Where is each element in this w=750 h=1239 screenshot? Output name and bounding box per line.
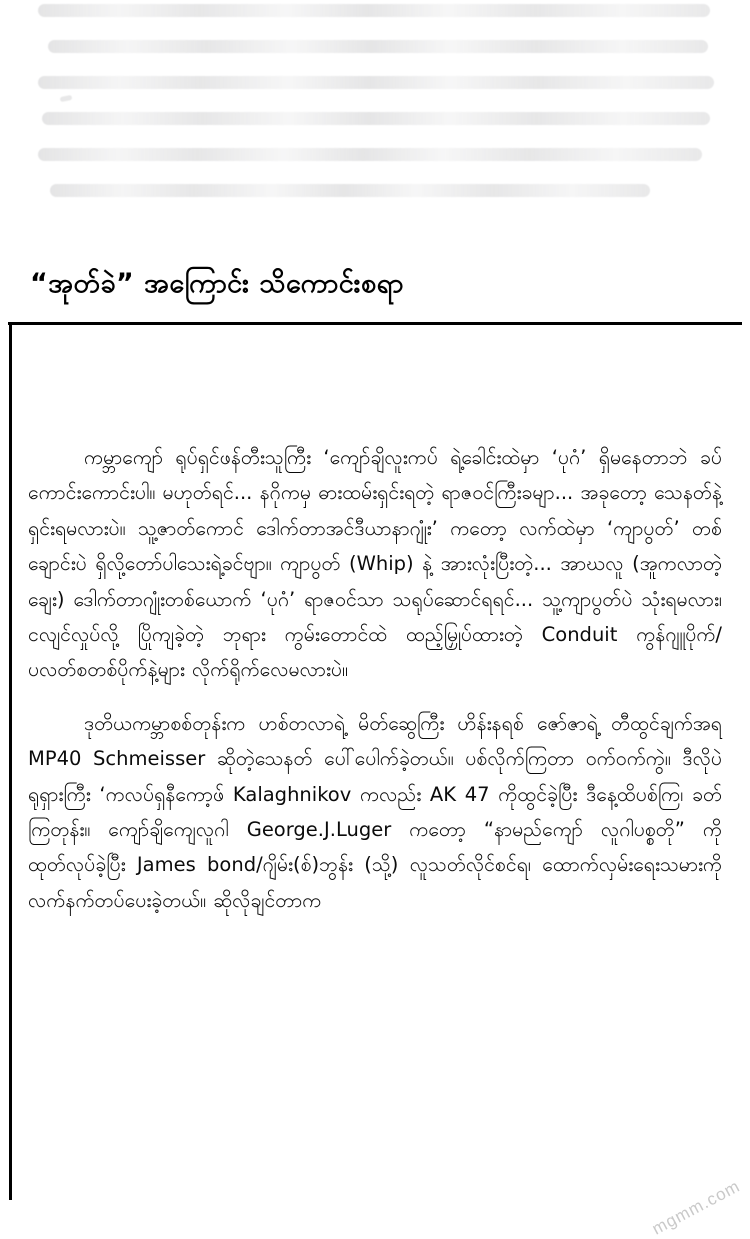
horizontal-divider (8, 322, 742, 325)
section-heading: “အုတ်ခဲ” အကြောင်း သိကောင်းစရာ (30, 268, 404, 300)
paragraph: ကမ္ဘာကျော် ရုပ်ရှင်ဖန်တီးသူကြီး ‘ကျော်ချိလူးကပ် ရဲ့ခေါင်းထဲမှာ ‘ပုဂံ’ ရှိမနေတာဘဲ ခပ်ကောင်းကောင်းပါ။ မဟုတ်ရင်... နဂိုကမှ ဓားထမ်းရှင်းရတဲ့ ရာဇဝင်ကြီးခမျာ... အခုတော့ သေနတ်နဲ့ ရှင်းရမလားပဲ။ သူ့ဇာတ်ကောင် ဒေါက်တာအင်ဒီယာနာဂျုံး’ ကတော့ လက်ထဲမှာ ‘ကျာပွတ်’ တစ်ချောင်းပဲ ရှိလို့တော်ပါသေးရဲ့ခင်ဗျာ။ ကျာပွတ် (Whip) နဲ့ အားလုံးပြီးတဲ့... အာဃလူ (အူကလာတဲ့ချေး) ဒေါက်တာဂျုံးတစ်ယောက် ‘ပုဂံ’ ရာဇဝင်သာ သရုပ်ဆောင်ရရင်... သူ့ကျာပွတ်ပဲ သုံးရမလား၊ ငလျင်လှုပ်လို့ ပြိုကျခဲ့တဲ့ ဘုရား ကွမ်းတောင်ထဲ ထည့်မြှုပ်ထားတဲ့ Conduit ကွန်ဂျူပိုက်/ ပလတ်စတစ်ပိုက်နဲ့များ လိုက်ရိုက်လေမလားပဲ။ (28, 446, 722, 682)
vertical-divider (9, 322, 12, 1200)
page-bleedthrough-artifact (38, 0, 714, 232)
body-text-column (28, 440, 722, 918)
paragraph: ဒုတိယကမ္ဘာစစ်တုန်းက ဟစ်တလာရဲ့ မိတ်ဆွေကြီး ဟိန်းနရစ် ဇော်ဇာရဲ့ တီထွင်ချက်အရ MP40 Schmeisser ဆိုတဲ့သေနတ် ပေါ်ပေါက်ခဲ့တယ်။ ပစ်လိုက်ကြတာ ဝက်ဝက်ကွဲ။ ဒီလိုပဲ ရုရှားကြီး ‘ကလပ်ရှနီကော့ဖ် Kalaghnikov ကလည်း AK 47 ကိုထွင်ခဲ့ပြီး ဒီနေ့ထိပစ်ကြ၊ ခတ်ကြတုန်း။ ကျော်ချိကျေလူဂါ George.J.Luger ကတော့ “နာမည်ကျော် လူဂါပစ္စတို” ကို ထုတ်လုပ်ခဲ့ပြီး James bond/ဂျိမ်း(စ်)ဘွန်း (သို့) လူသတ်လိုင်စင်ရ၊ ထောက်လှမ်းရေးသမားကို လက်နက်တပ်ပေးခဲ့တယ်။ ဆိုလိုချင်တာက (28, 711, 722, 912)
watermark-label: mgmm.com (649, 1176, 744, 1239)
